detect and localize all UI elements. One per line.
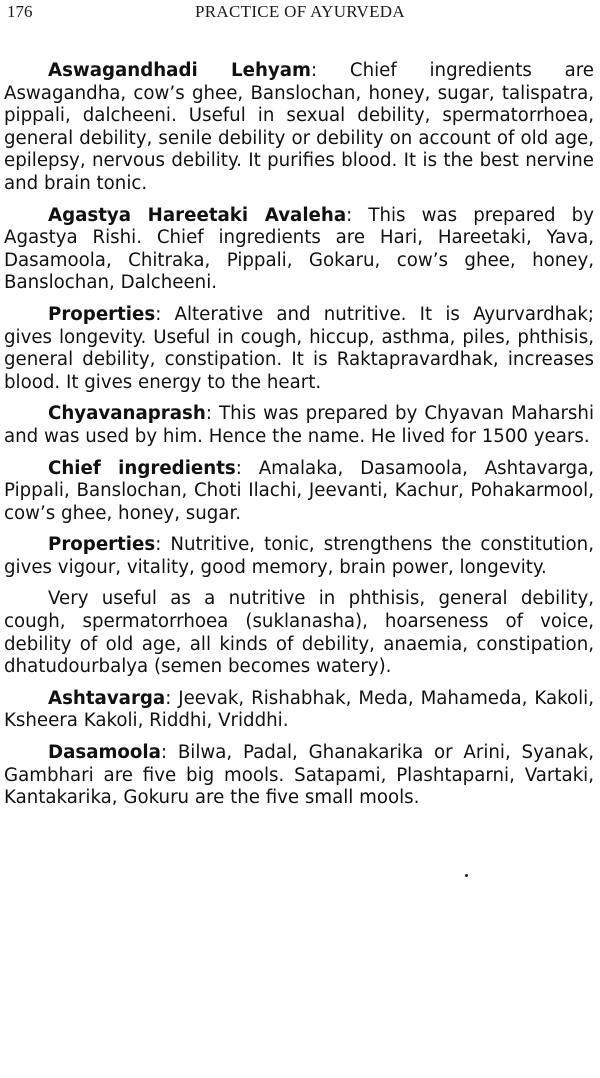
paragraph-text: : Nutritive, tonic, strengthens the constitution, gives vigour, vitality, good memory, brain power, longevity. xyxy=(4,534,594,578)
paragraph-text: : Jeevak, Rishabhak, Meda, Mahameda, Kakoli, Ksheera Kakoli, Riddhi, Vriddhi. xyxy=(4,687,594,732)
paragraph-text: : Chief ingredients are Aswagandha, cow’s ghee, Banslochan, honey, sugar, talispatra, pippali, dalcheeni. Useful in sexual debility, spermatorrhoea, general debility, senile debility or debility on account of old age, epilepsy, nervous debility. It purifies blood. It is the best nervine and brain tonic. xyxy=(4,60,594,194)
body-text xyxy=(4,60,594,819)
paragraph-uses xyxy=(4,588,594,678)
paragraph-properties-agastya xyxy=(4,304,594,394)
paragraph-text: : Amalaka, Dasamoola, Ashtavarga, Pippali, Banslochan, Choti Ilachi, Jeevanti, Kachur, Pohakarmool, cow’s ghee, honey, sugar. xyxy=(4,457,595,524)
term-heading: Chief ingredients xyxy=(48,457,236,479)
running-title: PRACTICE OF AYURVEDA xyxy=(195,2,405,21)
paragraph-agastya-hareetaki-avaleha xyxy=(4,205,594,295)
page-number: 176 xyxy=(7,2,33,21)
paragraph-text: : This was prepared by Chyavan Maharshi and was used by him. Hence the name. He lived for 1500 years. xyxy=(4,403,594,447)
paragraph-text: : Bilwa, Padal, Ghanakarika or Arini, Syanak, Gambhari are five big mools. Satapami, Plashtaparni, Vartaki, Kantakarika, Gokuru are the five small mools. xyxy=(4,742,594,809)
term-heading: Properties xyxy=(48,534,156,556)
term-heading: Properties xyxy=(48,303,156,325)
paragraph-dasamoola xyxy=(4,742,594,810)
paragraph-text: : Alterative and nutritive. It is Ayurvardhak; gives longevity. Useful in cough, hiccup, asthma, piles, phthisis, general debility, constipation. It is Raktapravardhak, increases blood. It gives energy to the heart. xyxy=(4,303,594,393)
print-speck xyxy=(465,874,468,877)
term-heading: Chyavanaprash xyxy=(48,403,206,425)
term-heading: Dasamoola xyxy=(48,742,161,764)
paragraph-chyavanaprash xyxy=(4,403,594,448)
term-heading: Ashtavarga xyxy=(48,687,166,709)
term-heading: Aswagandhadi Lehyam xyxy=(48,60,311,81)
paragraph-text: Very useful as a nutritive in phthisis, general debility, cough, spermatorrhoea (suklanasha), hoarseness of voice, debility of old age, all kinds of debility, anaemia, constipation, dhatudourbalya (semen becomes watery). xyxy=(4,588,594,678)
paragraph-chief-ingredients xyxy=(4,458,594,526)
paragraph-ashtavarga xyxy=(4,688,594,733)
paragraph-properties-chyavanaprash xyxy=(4,534,594,579)
paragraph-text: : This was prepared by Agastya Rishi. Chief ingredients are Hari, Hareetaki, Yava, Dasamoola, Chitraka, Pippali, Gokaru, cow’s ghee, honey, Banslochan, Dalcheeni. xyxy=(4,204,594,294)
paragraph-aswagandhadi-lehyam xyxy=(4,60,594,196)
term-heading: Agastya Hareetaki Avaleha xyxy=(48,204,347,226)
page-header xyxy=(4,0,596,26)
